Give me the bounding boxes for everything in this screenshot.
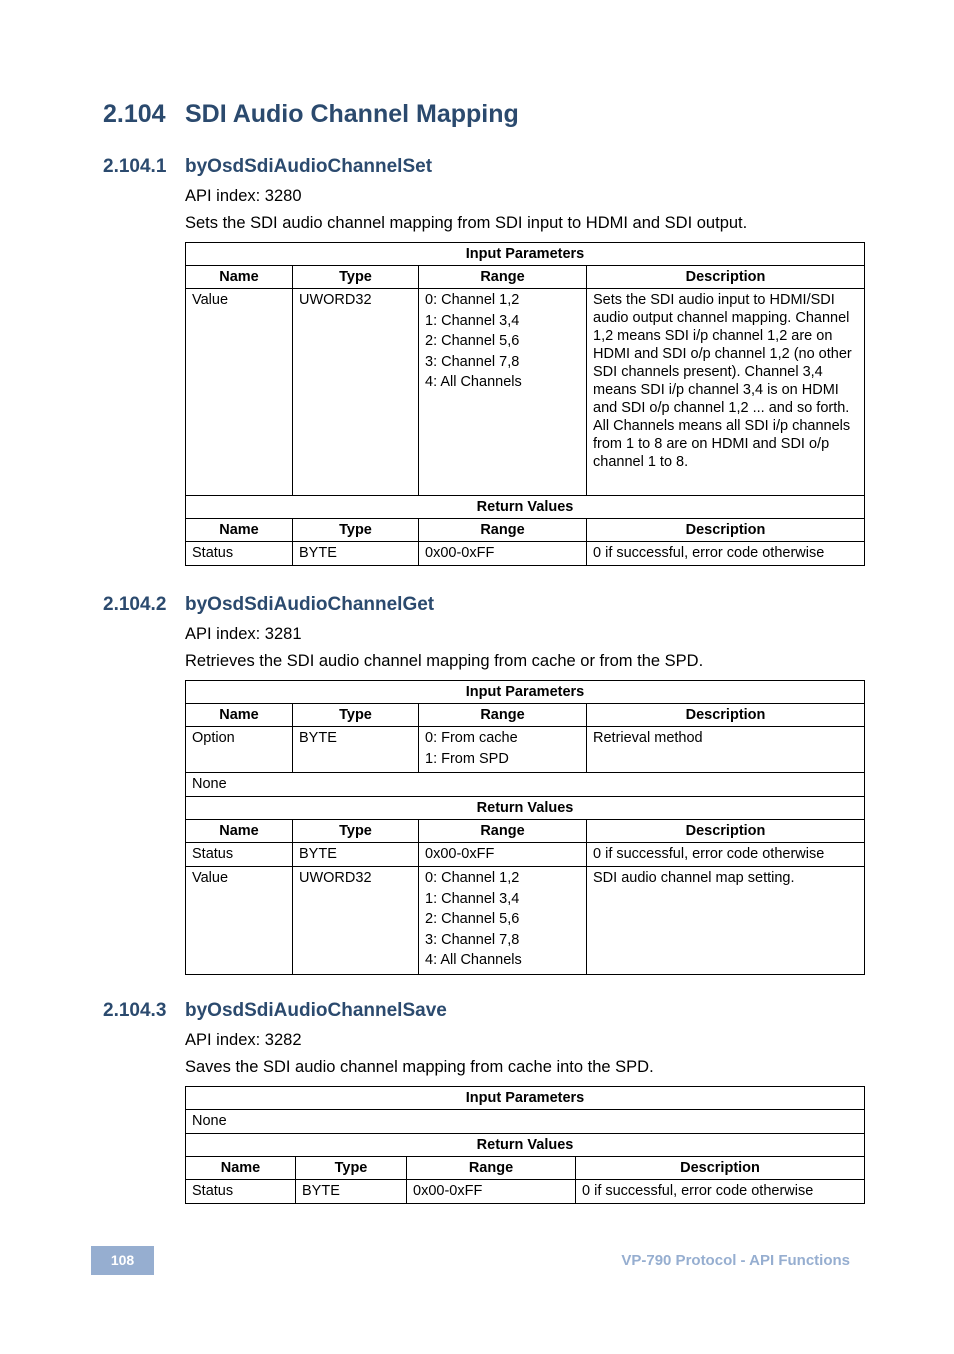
input-params-header: Input Parameters [186, 1087, 865, 1110]
param-type: BYTE [293, 727, 419, 773]
range-item: 3: Channel 7,8 [425, 353, 520, 370]
table-row [186, 289, 865, 496]
col-name: Name [186, 1157, 296, 1180]
range-item: 0: From cache [425, 730, 518, 746]
col-name: Name [186, 704, 293, 727]
return-name: Status [186, 542, 293, 566]
footer-title: VP-790 Protocol - API Functions [621, 1252, 850, 1269]
params-table-get [185, 680, 865, 975]
input-params-header: Input Parameters [186, 243, 865, 266]
col-type: Type [296, 1157, 407, 1180]
table-row [186, 542, 865, 566]
range-item: 1: Channel 3,4 [425, 312, 520, 329]
range-item: 2: Channel 5,6 [425, 333, 520, 349]
return-values-header: Return Values [186, 797, 865, 820]
return-range [419, 867, 587, 975]
col-description: Description [587, 704, 865, 727]
return-type: UWORD32 [293, 867, 419, 975]
api-index: API index: 3280 [185, 187, 302, 205]
return-description: 0 if successful, error code otherwise [587, 843, 865, 867]
return-type: BYTE [293, 542, 419, 566]
range-item: 4: All Channels [425, 952, 522, 968]
col-range: Range [419, 266, 587, 289]
section-number: 2.104 [103, 100, 166, 128]
table-row [186, 843, 865, 867]
subsection-number: 2.104.1 [103, 156, 167, 177]
function-description: Saves the SDI audio channel mapping from cache into the SPD. [185, 1058, 654, 1076]
return-name: Status [186, 843, 293, 867]
range-item: 1: From SPD [425, 750, 509, 767]
range-item: 2: Channel 5,6 [425, 911, 520, 927]
col-type: Type [293, 266, 419, 289]
col-description: Description [587, 519, 865, 542]
param-name: Option [186, 727, 293, 773]
col-range: Range [407, 1157, 576, 1180]
page-number: 108 [91, 1246, 154, 1275]
col-name: Name [186, 266, 293, 289]
param-range [419, 289, 587, 496]
col-type: Type [293, 519, 419, 542]
section-heading [103, 100, 519, 129]
return-description: SDI audio channel map setting. [587, 867, 865, 975]
param-type: UWORD32 [293, 289, 419, 496]
return-type: BYTE [296, 1180, 407, 1204]
section-title: SDI Audio Channel Mapping [185, 100, 519, 128]
subsection-title: byOsdSdiAudioChannelGet [185, 594, 435, 615]
param-description: Retrieval method [587, 727, 865, 773]
subsection-heading-save [103, 1000, 447, 1022]
table-row [186, 1180, 865, 1204]
return-range: 0x00-0xFF [407, 1180, 576, 1204]
api-index: API index: 3281 [185, 625, 302, 643]
param-description: Sets the SDI audio input to HDMI/SDI audio output channel mapping. Channel 1,2 means SDI i/p channel 1,2 are on HDMI and SDI o/p channel 1,2 (no other SDI channels present). Channel 3,4 means SDI i/p channel 3,4 is on HDMI and SDI o/p channel 1,2 ... and so forth. All Channels means all SDI i/p channels from 1 to 8 are on HDMI and SDI o/p channel 1 to 8. [587, 289, 865, 496]
input-params-header: Input Parameters [186, 681, 865, 704]
return-name: Status [186, 1180, 296, 1204]
table-row [186, 727, 865, 773]
subsection-number: 2.104.2 [103, 594, 167, 615]
range-item: 3: Channel 7,8 [425, 931, 520, 948]
param-name: Value [186, 289, 293, 496]
return-description: 0 if successful, error code otherwise [587, 542, 865, 566]
none-row: None [186, 773, 865, 797]
col-type: Type [293, 704, 419, 727]
function-description: Sets the SDI audio channel mapping from SDI input to HDMI and SDI output. [185, 214, 748, 232]
api-index: API index: 3282 [185, 1031, 302, 1049]
range-item: 0: Channel 1,2 [425, 870, 520, 886]
col-description: Description [587, 820, 865, 843]
col-range: Range [419, 519, 587, 542]
subsection-number: 2.104.3 [103, 1000, 167, 1021]
col-name: Name [186, 519, 293, 542]
col-range: Range [419, 704, 587, 727]
col-type: Type [293, 820, 419, 843]
return-range: 0x00-0xFF [419, 542, 587, 566]
subsection-title: byOsdSdiAudioChannelSave [185, 1000, 447, 1021]
col-range: Range [419, 820, 587, 843]
none-row: None [186, 1110, 865, 1134]
params-table-save [185, 1086, 865, 1204]
return-name: Value [186, 867, 293, 975]
return-description: 0 if successful, error code otherwise [576, 1180, 865, 1204]
param-range [419, 727, 587, 773]
params-table-set [185, 242, 865, 566]
range-item: 4: All Channels [425, 374, 522, 390]
subsection-heading-set [103, 156, 432, 178]
return-range: 0x00-0xFF [419, 843, 587, 867]
function-description: Retrieves the SDI audio channel mapping from cache or from the SPD. [185, 652, 704, 670]
col-description: Description [576, 1157, 865, 1180]
return-type: BYTE [293, 843, 419, 867]
subsection-heading-get [103, 594, 434, 616]
range-item: 1: Channel 3,4 [425, 890, 520, 907]
return-values-header: Return Values [186, 1134, 865, 1157]
range-item: 0: Channel 1,2 [425, 292, 520, 308]
col-name: Name [186, 820, 293, 843]
subsection-title: byOsdSdiAudioChannelSet [185, 156, 433, 177]
return-values-header: Return Values [186, 496, 865, 519]
col-description: Description [587, 266, 865, 289]
table-row [186, 867, 865, 975]
